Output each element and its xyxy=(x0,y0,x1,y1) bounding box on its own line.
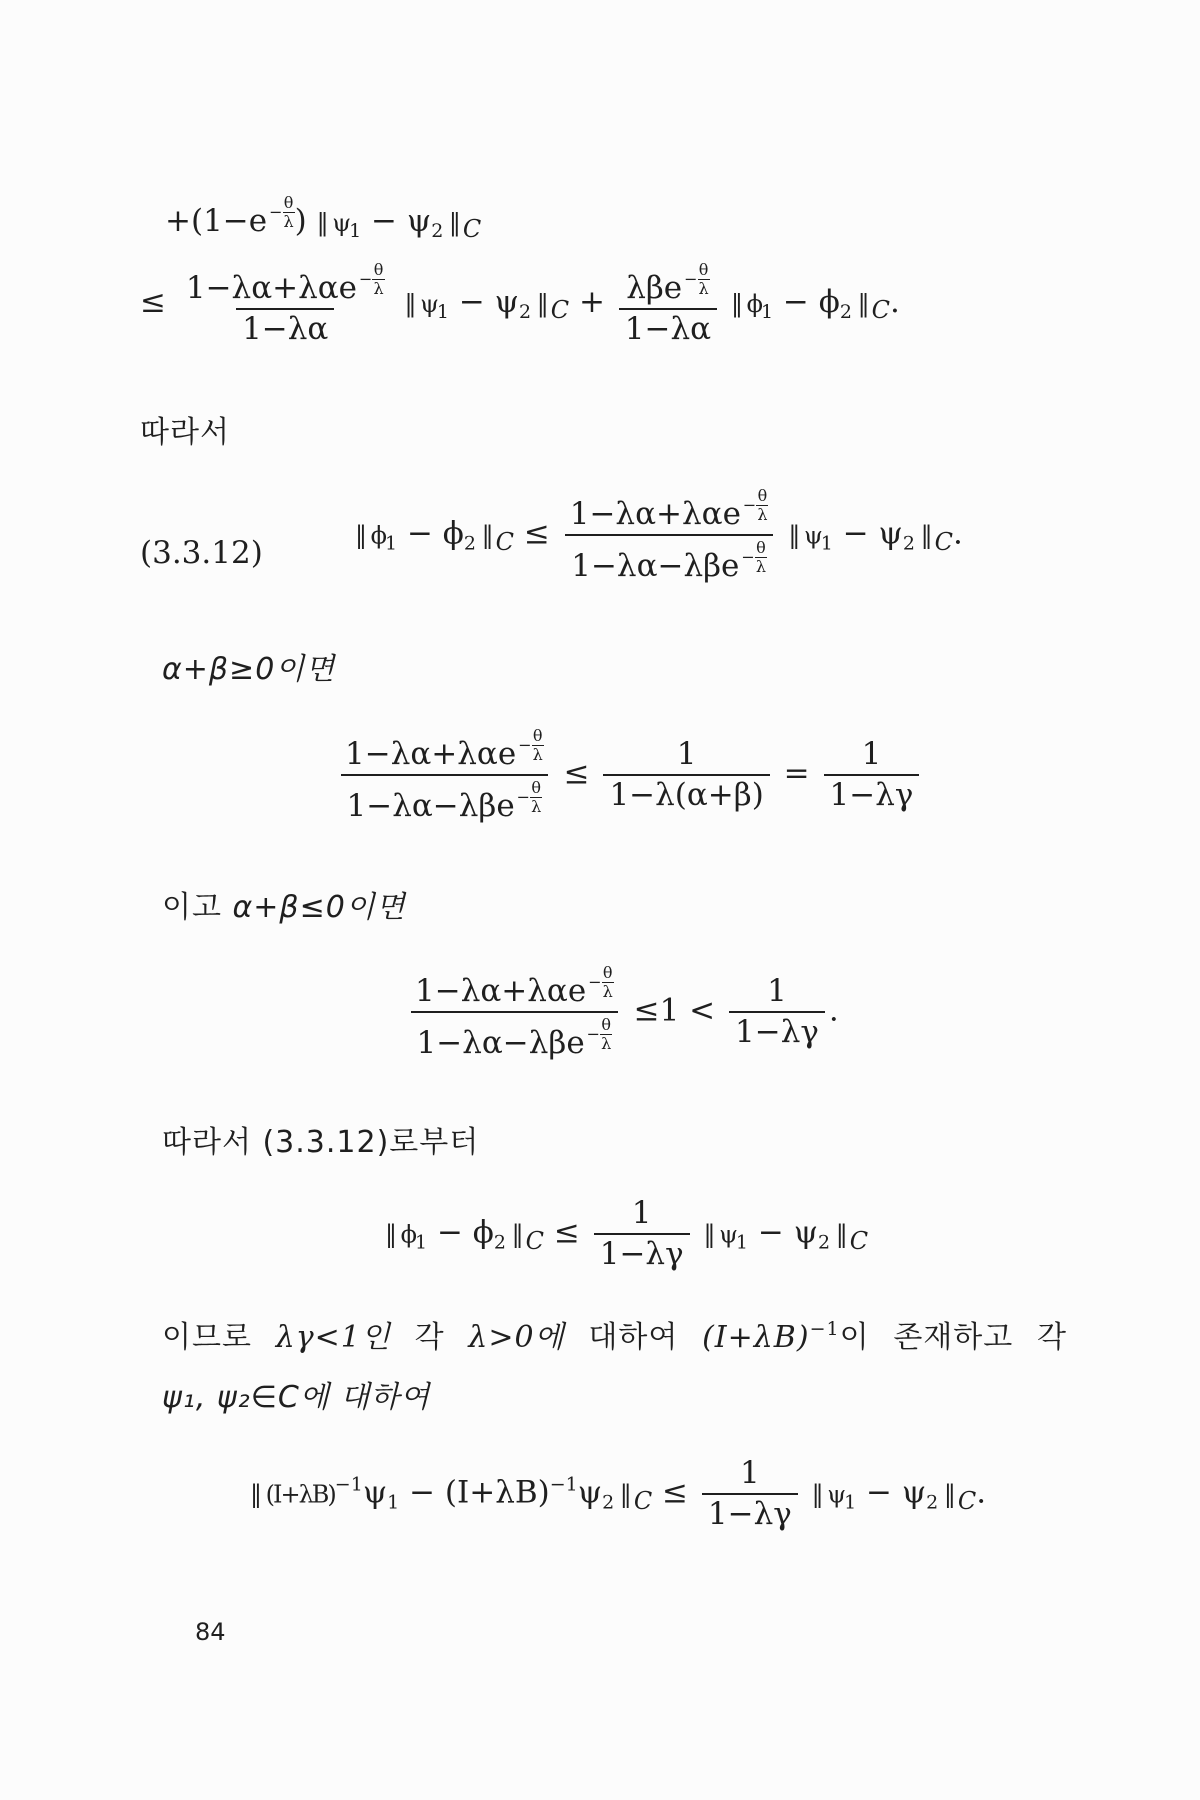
norm-close: ‖ xyxy=(476,521,492,550)
resolvent-minus: − (I+λB) xyxy=(399,1474,550,1511)
exponent-denominator: λ xyxy=(373,279,384,298)
period: . xyxy=(952,515,963,552)
subscript: 1 xyxy=(760,301,774,323)
norm-subscript-c: C xyxy=(633,1486,653,1515)
minus-phi: − ϕ xyxy=(773,284,840,320)
exponent-numerator: θ xyxy=(532,726,543,745)
numerator: 1 xyxy=(767,973,787,1009)
equation-3-3-12 xyxy=(355,488,963,582)
denominator: 1−λα−λβe xyxy=(571,548,740,584)
subscript: 2 xyxy=(839,301,852,323)
subscript: 1 xyxy=(387,1491,400,1514)
numerator: 1 xyxy=(631,1195,652,1231)
leq-sign: ≤ xyxy=(563,755,590,792)
conclusion-line-1 xyxy=(162,1320,1067,1353)
exponent-denominator: λ xyxy=(283,212,294,231)
norm-close: ‖ xyxy=(914,521,931,550)
denominator: 1−λγ xyxy=(594,1233,690,1270)
exponent-denominator: λ xyxy=(531,797,542,816)
denominator: 1−λα−λβe xyxy=(346,788,515,824)
leq-sign: ≤ xyxy=(662,1474,689,1511)
condition-text-2 xyxy=(162,890,406,925)
superscript: −1 xyxy=(809,1318,840,1340)
minus-phi: − ϕ xyxy=(427,1214,494,1251)
norm-subscript-c: C xyxy=(550,296,570,324)
minus-sign: − xyxy=(518,735,532,755)
numerator: 1 xyxy=(739,1455,760,1491)
exponent-denominator: λ xyxy=(532,745,543,764)
period: . xyxy=(976,1474,987,1511)
inequality-block-2 xyxy=(405,965,839,1059)
condition-text-1: α+β≥0이면 xyxy=(162,652,336,687)
exponent xyxy=(269,195,295,230)
subscript: 2 xyxy=(463,532,477,555)
subscript: 1 xyxy=(415,1231,428,1254)
period: . xyxy=(828,992,839,1029)
numerator: 1−λα+λαe xyxy=(415,973,587,1009)
norm-close: ‖ xyxy=(938,1480,954,1509)
inequality-block-1 xyxy=(335,728,923,822)
denominator: 1−λγ xyxy=(702,1493,798,1530)
subscript: 2 xyxy=(493,1231,507,1254)
page-number: 84 xyxy=(195,1618,226,1646)
equation-line-1 xyxy=(165,195,481,241)
psi: ψ xyxy=(362,1474,388,1511)
korean-word: 대하여 xyxy=(588,1320,679,1355)
exponent-numerator: θ xyxy=(373,260,384,279)
expression-text: +(1−e xyxy=(165,203,268,239)
exponent-numerator: θ xyxy=(698,260,709,279)
subscript: 1 xyxy=(844,1491,857,1514)
exponent-denominator: λ xyxy=(601,1034,612,1053)
numerator: 1−λα+λαe xyxy=(569,496,741,532)
minus-psi: − ψ xyxy=(856,1474,927,1511)
leq-sign: ≤ xyxy=(633,992,660,1029)
math-inline: λγ<1인 xyxy=(275,1320,391,1355)
korean-word: 이 xyxy=(839,1320,870,1355)
subscript: 2 xyxy=(926,1491,939,1514)
subscript: 1 xyxy=(436,301,449,323)
resolvent-left: ‖ (I+λB) xyxy=(250,1480,335,1509)
minus-sign: − xyxy=(684,269,698,289)
norm-subscript-c: C xyxy=(957,1486,977,1515)
korean-text-therefore: 따라서 xyxy=(140,415,230,450)
exponent-numerator: θ xyxy=(756,538,766,557)
norm-close: ‖ xyxy=(443,209,459,237)
minus-sign: − xyxy=(742,495,757,515)
subscript: 2 xyxy=(518,301,532,323)
minus-psi: − ψ xyxy=(832,515,903,552)
norm-open: ‖ ψ xyxy=(316,209,350,237)
fraction xyxy=(594,1195,690,1272)
norm-close: ‖ xyxy=(830,1220,846,1249)
equation-label: (3.3.12) xyxy=(140,535,263,571)
math-inline: λ>0에 xyxy=(468,1320,565,1355)
minus-sign: − xyxy=(586,1024,601,1044)
minus-psi: − ψ xyxy=(361,203,432,239)
leq-sign: ≤ xyxy=(523,515,550,552)
subscript: 2 xyxy=(431,220,444,242)
subscript: 2 xyxy=(602,1491,615,1514)
numerator: λβe xyxy=(626,270,683,306)
numerator: 1 xyxy=(861,736,882,772)
denominator: 1−λα xyxy=(619,308,717,345)
subscript: 1 xyxy=(735,1231,749,1254)
norm-open: ‖ ψ xyxy=(404,290,437,318)
equation-contraction xyxy=(385,1195,869,1272)
psi: ψ xyxy=(577,1474,603,1511)
norm-close: ‖ xyxy=(851,290,868,318)
korean-word: 존재하고 xyxy=(893,1320,1014,1355)
superscript: −1 xyxy=(334,1473,363,1496)
denominator: 1−λα−λβe xyxy=(416,1025,585,1061)
minus-sign: − xyxy=(588,972,602,992)
norm-open: ‖ ϕ xyxy=(730,290,761,318)
denominator: 1−λγ xyxy=(824,774,920,811)
minus-sign: − xyxy=(359,269,373,289)
norm-subscript-c: C xyxy=(849,1226,869,1255)
korean-text-therefore-from: 따라서 (3.3.12)로부터 xyxy=(162,1125,480,1160)
subscript: 2 xyxy=(818,1231,831,1254)
equation-line-2 xyxy=(140,262,900,345)
korean-word: 이고 xyxy=(162,890,222,925)
fraction xyxy=(729,973,825,1050)
denominator: 1−λα xyxy=(236,308,334,345)
fraction xyxy=(409,965,620,1059)
condition: α+β≤0이면 xyxy=(232,890,406,925)
exponent-denominator: λ xyxy=(602,982,613,1001)
subscript: 1 xyxy=(385,532,398,555)
conclusion-line-2: ψ₁, ψ₂∈C에 대하여 xyxy=(162,1380,431,1415)
exponent-numerator: θ xyxy=(757,486,768,505)
norm-open: ‖ ϕ xyxy=(355,521,385,550)
norm-open: ‖ ψ xyxy=(811,1480,845,1509)
korean-word: 이므로 xyxy=(162,1320,252,1355)
norm-subscript-c: C xyxy=(871,296,890,324)
exponent-denominator: λ xyxy=(755,557,766,576)
subscript: 1 xyxy=(349,220,362,242)
exponent-denominator: λ xyxy=(757,505,768,524)
exponent-denominator: λ xyxy=(698,279,709,298)
fraction xyxy=(619,262,717,345)
exponent-numerator: θ xyxy=(602,963,613,982)
period: . xyxy=(889,284,900,320)
norm-subscript-c: C xyxy=(462,215,482,243)
superscript: −1 xyxy=(549,1473,578,1496)
exponent-numerator: θ xyxy=(601,1015,611,1034)
minus-sign: − xyxy=(741,547,755,567)
korean-word: 각 xyxy=(1037,1320,1067,1355)
fraction xyxy=(180,262,391,345)
numerator: 1−λα+λαe xyxy=(185,270,358,306)
fraction xyxy=(339,728,550,822)
minus-psi: − ψ xyxy=(448,284,519,320)
subscript: 1 xyxy=(820,532,833,555)
lt-sign: < xyxy=(689,992,716,1029)
minus-sign: − xyxy=(516,787,531,807)
paren-close: ) xyxy=(294,203,307,239)
norm-subscript-c: C xyxy=(934,527,953,556)
minus-phi: − ϕ xyxy=(397,515,464,552)
norm-open: ‖ ϕ xyxy=(385,1220,415,1249)
fraction xyxy=(603,736,769,813)
fraction xyxy=(564,488,775,582)
numerator: 1 xyxy=(676,736,697,772)
leq-sign: ≤ xyxy=(140,284,166,320)
norm-close: ‖ xyxy=(506,1220,522,1249)
denominator: 1−λ(α+β) xyxy=(603,774,769,811)
norm-close: ‖ xyxy=(614,1480,630,1509)
denominator: 1−λγ xyxy=(729,1011,825,1048)
korean-word: 각 xyxy=(414,1320,445,1355)
numerator: 1−λα+λαe xyxy=(345,736,517,772)
exponent-numerator: θ xyxy=(283,193,294,212)
norm-subscript-c: C xyxy=(525,1226,545,1255)
fraction xyxy=(702,1455,798,1532)
norm-subscript-c: C xyxy=(495,527,515,556)
minus-psi: − ψ xyxy=(748,1214,819,1251)
norm-close: ‖ xyxy=(531,290,547,318)
fraction xyxy=(824,736,920,813)
math-inline: (I+λB) xyxy=(702,1320,810,1355)
subscript: 2 xyxy=(902,532,915,555)
norm-open: ‖ ψ xyxy=(788,521,821,550)
equation-resolvent xyxy=(250,1455,987,1532)
exponent-numerator: θ xyxy=(531,778,541,797)
plus-sign: + xyxy=(578,284,605,320)
leq-sign: ≤ xyxy=(553,1214,580,1251)
minus-sign: − xyxy=(269,202,283,222)
equals-sign: = xyxy=(783,755,810,792)
one: 1 xyxy=(659,992,680,1029)
norm-open: ‖ ψ xyxy=(703,1220,736,1249)
